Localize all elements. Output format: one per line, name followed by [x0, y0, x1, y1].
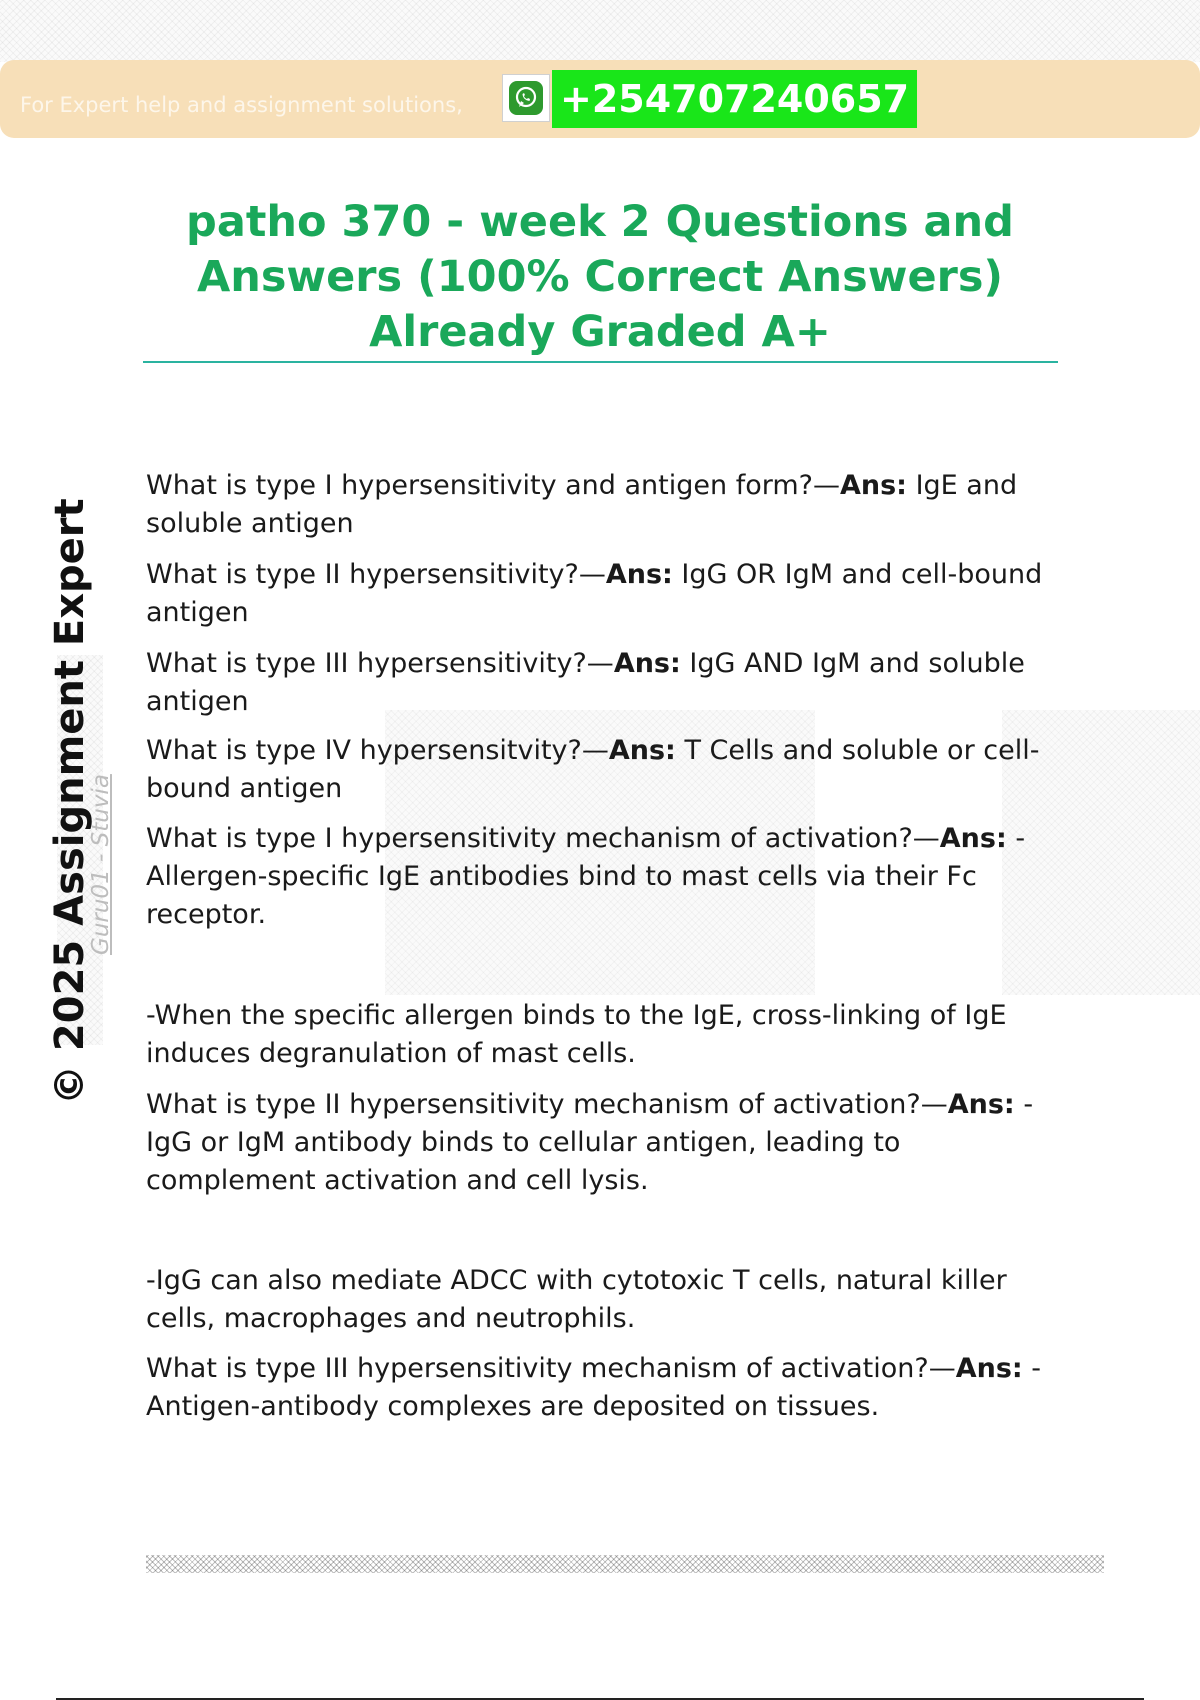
answer-label: Ans:: [608, 735, 676, 766]
question-text: What is type I hypersensitivity mechanism of activation?—: [146, 823, 940, 854]
qa-item: [146, 1350, 1066, 1426]
qa-item: [146, 1086, 1066, 1200]
qa-continuation: [146, 997, 1066, 1073]
qa-item: [146, 556, 1066, 632]
document-title: patho 370 - week 2 Questions and Answers (100% Correct Answers) Already Graded A+: [186, 197, 1014, 357]
phone-number[interactable]: +254707240657: [552, 70, 917, 128]
answer-text: -Antigen-antibody complexes are deposited on tissues.: [146, 1353, 1042, 1422]
answer-text: -IgG or IgM antibody binds to cellular antigen, leading to complement activation and cell lysis.: [146, 1089, 1034, 1196]
question-text: What is type II hypersensitivity?—: [146, 559, 606, 590]
qa-item: [146, 645, 1066, 721]
qa-item: [146, 732, 1066, 808]
question-text: What is type I hypersensitivity and antigen form?—: [146, 470, 840, 501]
answer-label: Ans:: [955, 1353, 1023, 1384]
answer-text: IgG AND IgM and soluble antigen: [146, 648, 1025, 717]
header-pattern: [0, 0, 1200, 62]
question-text: What is type III hypersensitivity mechanism of activation?—: [146, 1353, 956, 1384]
answer-label: Ans:: [939, 823, 1007, 854]
qa-item: [146, 467, 1066, 543]
answer-text: -Allergen-specific IgE antibodies bind to mast cells via their Fc receptor.: [146, 823, 1026, 930]
answer-label: Ans:: [947, 1089, 1015, 1120]
question-text: What is type II hypersensitivity mechanism of activation?—: [146, 1089, 948, 1120]
whatsapp-icon-box[interactable]: [502, 74, 550, 122]
answer-text: -When the specific allergen binds to the IgE, cross-linking of IgE induces degranulation of mast cells.: [146, 1000, 1007, 1069]
question-text: What is type IV hypersensitvity?—: [146, 735, 609, 766]
copyright-mark: © 2025 Assignment Expert: [47, 498, 93, 1105]
answer-text: IgG OR IgM and cell-bound antigen: [146, 559, 1043, 628]
answer-text: T Cells and soluble or cell-bound antigen: [146, 735, 1040, 804]
title-underline: [143, 361, 1058, 363]
answer-text: -IgG can also mediate ADCC with cytotoxic T cells, natural killer cells, macrophages and neutrophils.: [146, 1265, 1007, 1334]
watermark-text: Guru01 - Stuvia: [88, 774, 114, 955]
question-text: What is type III hypersensitivity?—: [146, 648, 614, 679]
answer-text: IgE and soluble antigen: [146, 470, 1018, 539]
bottom-pattern: [146, 1555, 1104, 1573]
answer-label: Ans:: [613, 648, 681, 679]
qa-item: [146, 820, 1066, 934]
answer-label: Ans:: [605, 559, 673, 590]
banner-text: For Expert help and assignment solutions,: [20, 93, 463, 117]
qa-continuation: [146, 1262, 1066, 1338]
answer-label: Ans:: [839, 470, 907, 501]
whatsapp-icon: [509, 81, 543, 115]
